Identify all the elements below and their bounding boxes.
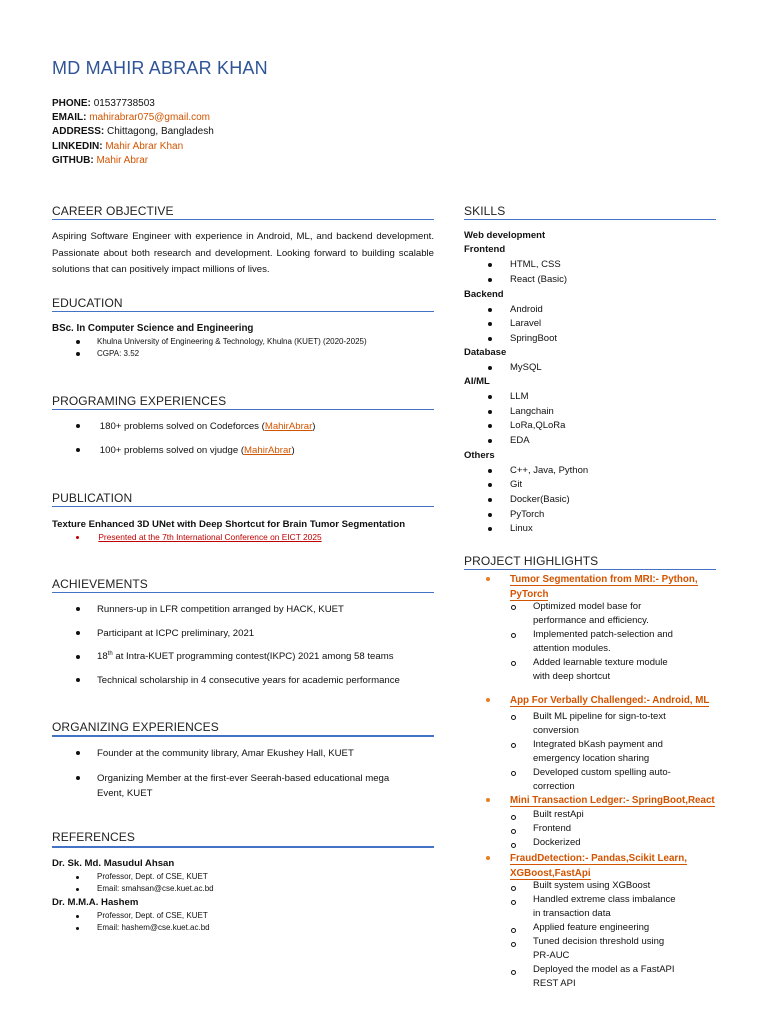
skill-item: EDA bbox=[510, 435, 530, 446]
email-link[interactable]: mahirabrar075@gmail.com bbox=[89, 112, 210, 124]
bullet-icon bbox=[76, 448, 80, 452]
linkedin-label: LINKEDIN: bbox=[52, 140, 103, 152]
project-point: Built restApi bbox=[533, 809, 584, 820]
circle-bullet-icon bbox=[511, 661, 516, 666]
degree-title: BSc. In Computer Science and Engineering bbox=[52, 323, 254, 334]
bullet-icon bbox=[76, 915, 79, 918]
list-item: Runners-up in LFR competition arranged by HACK, KUET bbox=[76, 604, 344, 615]
bullet-icon bbox=[76, 340, 80, 344]
bullet-icon bbox=[488, 439, 492, 443]
bullet-icon bbox=[76, 927, 79, 930]
linkedin-link[interactable]: Mahir Abrar Khan bbox=[105, 140, 184, 152]
circle-bullet-icon bbox=[511, 771, 516, 776]
list-item: 180+ problems solved on Codeforces (MahirAbrar) bbox=[76, 421, 316, 432]
project-title: Tumor Segmentation from MRI:- Python, PyTorch bbox=[510, 574, 698, 600]
project-point: Dockerized bbox=[533, 837, 581, 848]
bullet-icon bbox=[488, 395, 492, 399]
bullet-icon bbox=[488, 513, 492, 517]
bullet-icon bbox=[486, 798, 490, 802]
circle-bullet-icon bbox=[511, 928, 516, 933]
skill-item: PyTorch bbox=[510, 509, 545, 520]
list-item: Founder at the community library, Amar Ekushey Hall, KUET bbox=[76, 748, 354, 759]
skill-item: SpringBoot bbox=[510, 333, 558, 344]
bullet-icon bbox=[76, 424, 80, 428]
bullet-icon bbox=[488, 527, 492, 531]
skill-item: LLM bbox=[510, 391, 529, 402]
skill-item: Docker(Basic) bbox=[510, 494, 570, 505]
bullet-icon bbox=[76, 655, 80, 659]
skill-item: Laravel bbox=[510, 318, 542, 329]
section-divider bbox=[52, 735, 434, 737]
circle-bullet-icon bbox=[511, 715, 516, 720]
skill-group-database: Database bbox=[464, 347, 507, 358]
education-list bbox=[76, 337, 367, 361]
project-title: App For Verbally Challenged:- Android, ML bbox=[510, 695, 710, 706]
circle-bullet-icon bbox=[511, 942, 516, 947]
list-item: Participant at ICPC preliminary, 2021 bbox=[76, 628, 254, 639]
bullet-icon bbox=[76, 888, 79, 891]
circle-bullet-icon bbox=[511, 633, 516, 638]
reference-details: Professor, Dept. of CSE, KUET Email: smahsan@cse.kuet.ac.bd bbox=[76, 872, 214, 896]
list-item: Technical scholarship in 4 consecutive years for academic performance bbox=[76, 675, 400, 686]
career-objective-heading: CAREER OBJECTIVE bbox=[52, 204, 174, 218]
cgpa: CGPA: 3.52 bbox=[97, 349, 140, 358]
education-heading: EDUCATION bbox=[52, 296, 123, 310]
reference-name: Dr. M.M.A. Hashem bbox=[52, 897, 139, 908]
github-label: GITHUB: bbox=[52, 154, 94, 166]
skill-group-frontend: Frontend bbox=[464, 244, 506, 255]
skill-item: React (Basic) bbox=[510, 274, 568, 285]
circle-bullet-icon bbox=[511, 843, 516, 848]
project-point: Added learnable texture module with deep shortcut bbox=[533, 657, 668, 682]
organizing-heading: ORGANIZING EXPERIENCES bbox=[52, 720, 219, 734]
bullet-icon bbox=[76, 751, 80, 755]
references-heading: REFERENCES bbox=[52, 830, 136, 844]
bullet-icon bbox=[488, 308, 492, 312]
skill-item: LoRa,QLoRa bbox=[510, 420, 566, 431]
bullet-icon bbox=[488, 498, 492, 502]
bullet-icon bbox=[76, 607, 80, 611]
address-value: Chittagong, Bangladesh bbox=[107, 126, 214, 138]
github-link[interactable]: Mahir Abrar bbox=[96, 154, 149, 166]
project-point: Built ML pipeline for sign-to-text conversion bbox=[533, 711, 666, 736]
circle-bullet-icon bbox=[511, 605, 516, 610]
contact-block bbox=[52, 97, 214, 168]
skill-item: HTML, CSS bbox=[510, 259, 561, 270]
project-title: FraudDetection:- Pandas,Scikit Learn, XGBoost,FastApi bbox=[510, 853, 687, 879]
bullet-icon bbox=[76, 776, 80, 780]
skill-item: MySQL bbox=[510, 362, 542, 373]
bullet-icon bbox=[488, 410, 492, 414]
skill-item: Git bbox=[510, 479, 523, 490]
list-item: 18th at Intra-KUET programming contest(IKPC) 2021 among 58 teams bbox=[76, 651, 394, 662]
list-item bbox=[76, 532, 322, 542]
bullet-icon bbox=[76, 678, 80, 682]
circle-bullet-icon bbox=[511, 743, 516, 748]
circle-bullet-icon bbox=[511, 829, 516, 834]
section-divider bbox=[52, 592, 434, 593]
bullet-icon bbox=[488, 278, 492, 282]
section-divider bbox=[52, 506, 434, 507]
skills-heading: SKILLS bbox=[464, 204, 506, 218]
skills-subheading: Web development bbox=[464, 230, 546, 241]
bullet-icon bbox=[488, 322, 492, 326]
bullet-icon bbox=[76, 352, 80, 356]
programming-heading: PROGRAMING EXPERIENCES bbox=[52, 394, 227, 408]
circle-bullet-icon bbox=[511, 970, 516, 975]
circle-bullet-icon bbox=[511, 886, 516, 891]
bullet-icon bbox=[488, 366, 492, 370]
reference-details: Professor, Dept. of CSE, KUET Email: hashem@cse.kuet.ac.bd bbox=[76, 911, 210, 935]
bullet-icon bbox=[486, 856, 490, 860]
bullet-icon bbox=[76, 536, 79, 539]
list-item: 100+ problems solved on vjudge (MahirAbrar) bbox=[76, 445, 295, 456]
project-title: Mini Transaction Ledger:- SpringBoot,React bbox=[510, 795, 715, 806]
section-divider bbox=[464, 219, 716, 220]
skill-group-aiml: AI/ML bbox=[464, 376, 490, 387]
career-objective-text: Aspiring Software Engineer with experience in Android, ML, and backend development. Passionate about both research and development. Looking forward to building scalable solutions that can positively impact millions of lives. bbox=[52, 231, 434, 275]
project-point: Implemented patch-selection and attention modules. bbox=[533, 629, 673, 654]
bullet-icon bbox=[488, 424, 492, 428]
bullet-icon bbox=[76, 876, 79, 879]
publication-heading: PUBLICATION bbox=[52, 491, 133, 505]
university-name: Khulna University of Engineering & Technology, Khulna (KUET) (2020-2025) bbox=[97, 337, 367, 346]
section-divider bbox=[52, 219, 434, 220]
project-point: Applied feature engineering bbox=[533, 922, 650, 933]
project-highlights-heading: PROJECT HIGHLIGHTS bbox=[464, 554, 599, 568]
codeforces-link[interactable]: MahirAbrar bbox=[264, 421, 313, 432]
project-point: Optimized model base for performance and efficiency. bbox=[533, 601, 649, 626]
skill-item: Linux bbox=[510, 523, 533, 534]
bullet-icon bbox=[488, 483, 492, 487]
section-divider bbox=[464, 569, 716, 570]
address-label: ADDRESS: bbox=[52, 126, 105, 138]
reference-email: Email: smahsan@cse.kuet.ac.bd bbox=[97, 884, 214, 893]
bullet-icon bbox=[486, 577, 490, 581]
achievements-heading: ACHIEVEMENTS bbox=[52, 577, 148, 591]
publication-venue-link[interactable]: Presented at the 7th International Conference on EICT 2025 bbox=[98, 532, 322, 542]
phone-value: 01537738503 bbox=[93, 98, 155, 109]
skill-item: Android bbox=[510, 304, 543, 315]
list-item: Organizing Member at the first-ever Seerah-based educational mega Event, KUET bbox=[76, 771, 397, 801]
paper-title: Texture Enhanced 3D UNet with Deep Shortcut for Brain Tumor Segmentation bbox=[52, 519, 406, 530]
skill-group-backend: Backend bbox=[464, 289, 504, 300]
bullet-icon bbox=[76, 631, 80, 635]
skill-group-others: Others bbox=[464, 450, 495, 461]
reference-name: Dr. Sk. Md. Masudul Ahsan bbox=[52, 858, 175, 869]
project-point: Frontend bbox=[533, 823, 572, 834]
skill-item: Langchain bbox=[510, 406, 554, 417]
email-label: EMAIL: bbox=[52, 112, 87, 124]
circle-bullet-icon bbox=[511, 900, 516, 905]
resume-name: MD MAHIR ABRAR KHAN bbox=[52, 58, 268, 78]
bullet-icon bbox=[486, 698, 490, 702]
project-point: Built system using XGBoost bbox=[533, 880, 651, 891]
project-point: Integrated bKash payment and emergency location sharing bbox=[533, 739, 663, 764]
section-divider bbox=[52, 846, 434, 848]
section-divider bbox=[52, 409, 434, 410]
bullet-icon bbox=[488, 469, 492, 473]
bullet-icon bbox=[488, 337, 492, 341]
circle-bullet-icon bbox=[511, 815, 516, 820]
project-point: Developed custom spelling auto- correction bbox=[533, 767, 671, 792]
reference-email: Email: hashem@cse.kuet.ac.bd bbox=[97, 923, 210, 932]
project-point: Handled extreme class imbalance in transaction data bbox=[533, 894, 676, 919]
section-divider bbox=[52, 311, 434, 312]
vjudge-link[interactable]: MahirAbrar bbox=[244, 445, 292, 456]
phone-label: PHONE: bbox=[52, 98, 91, 109]
bullet-icon bbox=[488, 263, 492, 267]
project-point: Tuned decision threshold using PR-AUC bbox=[533, 936, 665, 961]
skill-item: C++, Java, Python bbox=[510, 465, 589, 476]
project-point: Deployed the model as a FastAPI REST API bbox=[533, 964, 675, 989]
